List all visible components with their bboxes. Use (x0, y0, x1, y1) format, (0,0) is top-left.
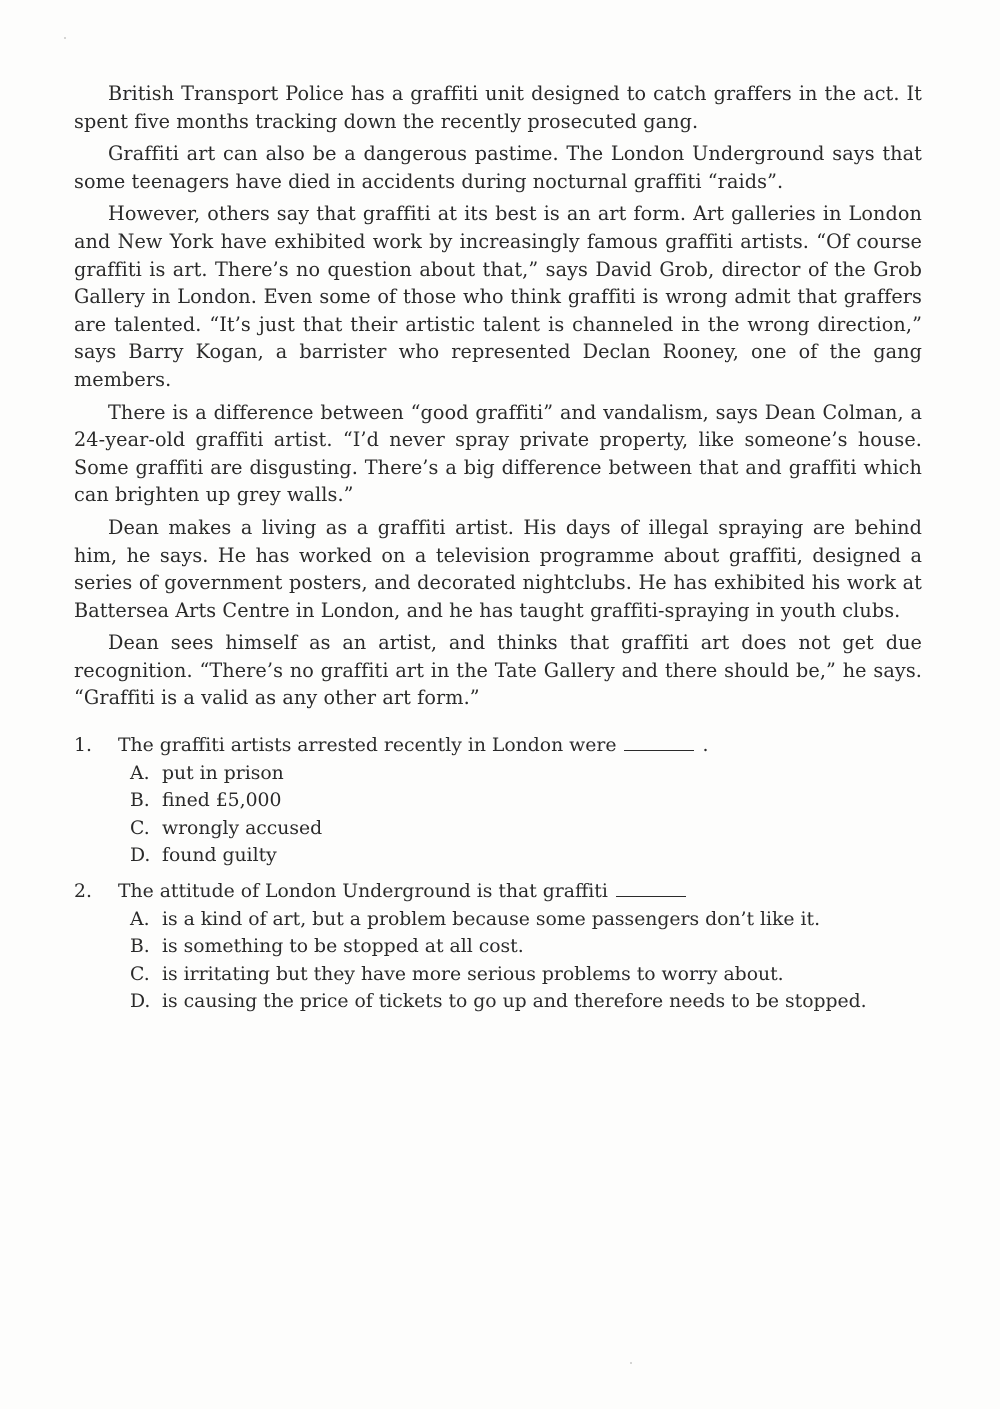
question-text: The attitude of London Underground is that graffiti (118, 881, 608, 903)
reading-passage (74, 80, 922, 712)
answer-option (130, 760, 922, 788)
scan-speck (630, 1362, 632, 1364)
answer-blank (616, 878, 686, 897)
option-text: is causing the price of tickets to go up and therefore needs to be stopped. (162, 991, 867, 1013)
passage-paragraph: Graffiti art can also be a dangerous pastime. The London Underground says that some teenagers have died in accidents during nocturnal graffiti “raids”. (74, 142, 922, 193)
question-stem (74, 732, 922, 760)
option-text: wrongly accused (162, 817, 323, 839)
answer-option (130, 842, 922, 870)
question-number: 2. (74, 881, 92, 903)
question-stem (74, 878, 922, 906)
passage-paragraph: British Transport Police has a graffiti unit designed to catch graffers in the act. It spent five months tracking down the recently prosecuted gang. (74, 82, 922, 133)
question-end-mark: . (702, 735, 709, 757)
question-2 (74, 878, 922, 1016)
passage-paragraph: Dean makes a living as a graffiti artist. His days of illegal spraying are behind him, he says. He has worked on a television programme about graffiti, designed a series of government posters, and decorated nightclubs. He has exhibited his work at Battersea Arts Centre in London, and he has taught graffiti-spraying in youth clubs. (74, 515, 922, 622)
passage-paragraph: Dean sees himself as an artist, and thinks that graffiti art does not get due recognition. “There’s no graffiti art in the Tate Gallery and there should be,” he says. “Graffiti is a valid as any other art form.” (74, 631, 922, 710)
option-text: put in prison (162, 762, 284, 784)
answer-blank (624, 732, 694, 751)
document-content (74, 80, 922, 1024)
question-text: The graffiti artists arrested recently in London were (118, 735, 617, 757)
answer-option (130, 988, 922, 1016)
option-letter: B. (130, 936, 150, 958)
answer-option (130, 906, 922, 934)
answer-option (130, 815, 922, 843)
answer-option (130, 961, 922, 989)
option-text: fined £5,000 (162, 790, 282, 812)
passage-paragraph: However, others say that graffiti at its best is an art form. Art galleries in London and New York have exhibited work by increasingly famous graffiti artists. “Of course graffiti is art. There’s no question about that,” says David Grob, director of the Grob Gallery in London. Even some of those who think graffiti is wrong admit that graffers are talented. “It’s just that their artistic talent is channeled in the wrong direction,” says Barry Kogan, a barrister who represented Declan Rooney, one of the gang members. (74, 202, 922, 391)
option-text: is a kind of art, but a problem because some passengers don’t like it. (162, 908, 821, 930)
option-letter: A. (130, 762, 150, 784)
option-letter: D. (130, 991, 151, 1013)
option-letter: B. (130, 790, 150, 812)
answer-option (130, 787, 922, 815)
answer-options (74, 906, 922, 1016)
passage-paragraph: There is a difference between “good graffiti” and vandalism, says Dean Colman, a 24-year-old graffiti artist. “I’d never spray private property, like someone’s house. Some graffiti are disgusting. There’s a big difference between that and graffiti which can brighten up grey walls.” (74, 400, 922, 507)
option-text: found guilty (162, 845, 277, 867)
option-letter: C. (130, 963, 150, 985)
option-letter: C. (130, 817, 150, 839)
answer-option (130, 933, 922, 961)
option-text: is something to be stopped at all cost. (162, 936, 524, 958)
option-text: is irritating but they have more serious problems to worry about. (162, 963, 784, 985)
option-letter: D. (130, 845, 151, 867)
answer-options (74, 760, 922, 870)
scan-speck (64, 37, 66, 39)
question-number: 1. (74, 735, 92, 757)
option-letter: A. (130, 908, 150, 930)
question-1 (74, 732, 922, 870)
